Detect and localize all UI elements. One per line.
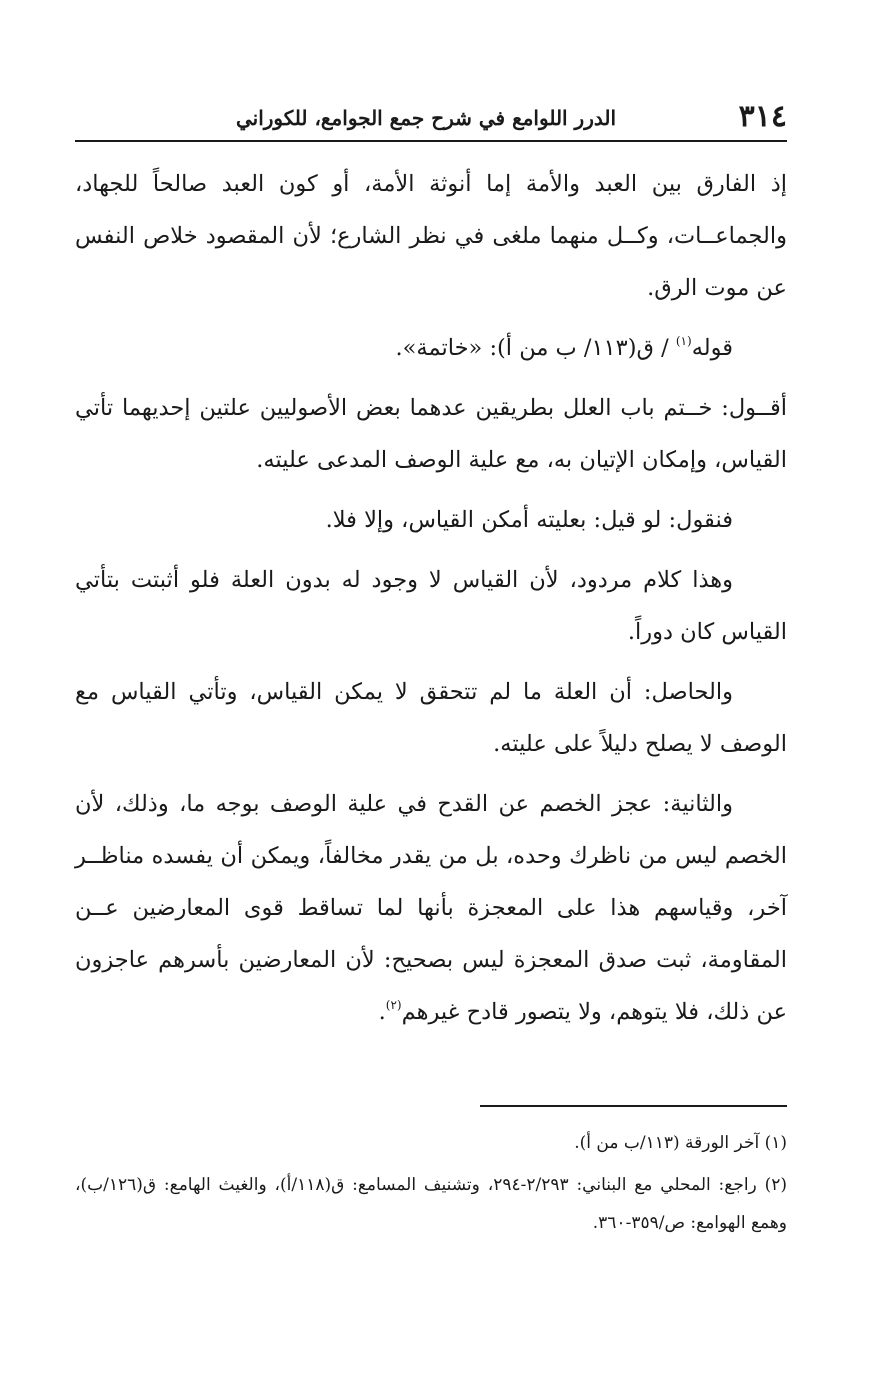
paragraph-2-lead: قوله: [691, 335, 733, 361]
page-header: [75, 96, 787, 142]
paragraph-2-rest: / ق(١١٣/ ب من أ): «خاتمة».: [395, 335, 676, 361]
paragraph-2: [75, 322, 787, 374]
page-number: ٣١٤: [738, 99, 787, 134]
paragraph-4: فنقول: لو قيل: بعليته أمكن القياس، وإلا فلا.: [325, 507, 733, 533]
running-title: الدرر اللوامع في شرح جمع الجوامع، للكوراني: [235, 106, 617, 130]
paragraph-1: إذ الفارق بين العبد والأمة إما أنوثة الأمة، أو كون العبد صالحاً للجهاد، والجماعــات، وكــل منهما ملغى في نظر الشارع؛ لأن المقصود خلاص النفس عن موت الرق.: [75, 171, 787, 301]
footnote-2: (٢) راجع: المحلي مع البناني: ٢/٢٩٣-٢٩٤، وتشنيف المسامع: ق(١١٨/أ)، والغيث الهامع: ق(١٢٦/ب)، وهمع الهوامع: ص/٣٥٩-٣٦٠.: [75, 1175, 788, 1233]
paragraph-7-text: والثانية: عجز الخصم عن القدح في علية الوصف بوجه ما، وذلك، لأن الخصم ليس من ناظرك وحده، بل من يقدر مخالفاً، ويمكن أن يفسده مناظــر آخر، وقياسهم هذا على المعجزة بأنها لما تساقط قوى المعارضين عــن المقاومة، ثبت صدق المعجزة ليس بصحيح: لأن المعارضين بأسرهم عاجزون عن ذلك، فلا يتوهم، ولا يتصور قادح غيرهم: [75, 791, 787, 1025]
footnote-ref-1: (١): [675, 334, 692, 348]
paragraph-3: أقــول: خــتم باب العلل بطريقين عدهما بعض الأصوليين علتين إحديهما تأتي القياس، وإمكان الإتيان به، مع علية الوصف المدعى عليته.: [75, 395, 787, 473]
footnotes: [75, 1124, 787, 1246]
main-text: [75, 158, 787, 1046]
footnote-divider: [480, 1105, 787, 1107]
footnote-ref-2: (٢): [385, 998, 402, 1012]
paragraph-7-end: .: [378, 999, 386, 1025]
paragraph-7: [75, 778, 787, 1038]
paragraph-6: والحاصل: أن العلة ما لم تتحقق لا يمكن القياس، وتأتي القياس مع الوصف لا يصلح دليلاً على عليته.: [75, 679, 787, 757]
paragraph-5: وهذا كلام مردود، لأن القياس لا وجود له بدون العلة فلو أثبتت بتأتي القياس كان دوراً.: [75, 567, 787, 645]
footnote-1: (١) آخر الورقة (١١٣/ب من أ).: [574, 1133, 787, 1153]
